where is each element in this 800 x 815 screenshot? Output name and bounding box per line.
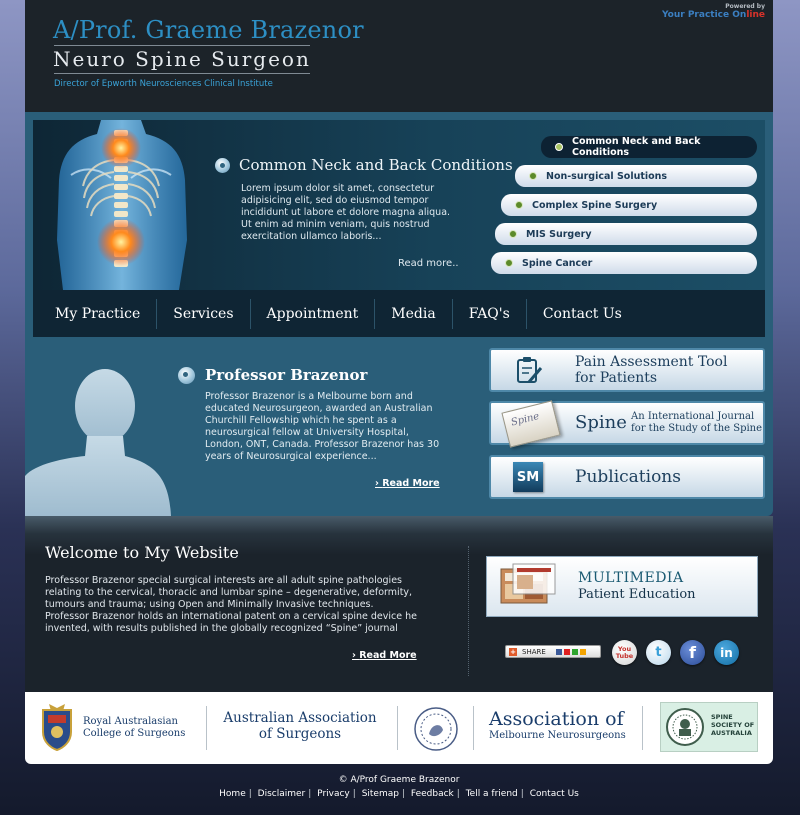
footer-links bbox=[25, 789, 773, 799]
publications-card[interactable] bbox=[489, 455, 765, 499]
hero-tab-label: Common Neck and Back Conditions bbox=[572, 136, 701, 158]
spine-journal-subtitle-line2: for the Study of the Spine bbox=[631, 423, 763, 434]
hero-tab-label: MIS Surgery bbox=[526, 228, 592, 240]
hero-heading bbox=[215, 156, 513, 174]
footer-link-privacy[interactable]: Privacy bbox=[317, 789, 350, 799]
professor-silhouette-image bbox=[25, 368, 171, 516]
title-rule bbox=[54, 45, 310, 46]
share-button[interactable] bbox=[505, 645, 601, 658]
professor-title[interactable]: Professor Brazenor bbox=[205, 366, 368, 384]
nav-faqs[interactable]: FAQ's bbox=[468, 305, 510, 322]
aas-line1: Australian Association bbox=[223, 710, 377, 726]
powered-by-logo[interactable] bbox=[662, 3, 765, 20]
bullet-icon bbox=[555, 143, 563, 151]
site-header bbox=[25, 0, 773, 112]
multimedia-subtitle: Patient Education bbox=[578, 587, 696, 602]
pain-assessment-line2: for Patients bbox=[575, 370, 658, 386]
aas-name[interactable] bbox=[221, 710, 379, 742]
pain-assessment-label bbox=[575, 354, 727, 386]
play-icon bbox=[178, 367, 195, 384]
bullet-icon bbox=[505, 259, 513, 267]
amn-seal-logo[interactable] bbox=[413, 706, 459, 752]
hero-tab-mis-surgery[interactable] bbox=[495, 223, 757, 245]
plus-icon: + bbox=[510, 647, 516, 656]
racs-line1: Royal Australasian bbox=[83, 716, 178, 727]
facebook-icon[interactable] bbox=[680, 640, 705, 665]
footer-link-contact-us[interactable]: Contact Us bbox=[529, 789, 579, 799]
multimedia-education-banner[interactable] bbox=[486, 556, 758, 617]
racs-line2: College of Surgeons bbox=[83, 728, 186, 739]
hero-description: Lorem ipsum dolor sit amet, consectetur adipisicing elit, sed do eiusmod tempor incididunt ut labore et dolore magna aliqua. Ut enim ad minim veniam, quis nostrud exercitation ullamco laboris... bbox=[241, 183, 451, 242]
professor-heading bbox=[178, 366, 367, 384]
hero-read-more-link[interactable]: Read more.. bbox=[398, 258, 459, 269]
hero-tab-non-surgical[interactable] bbox=[515, 165, 757, 187]
spine-society-logo[interactable] bbox=[660, 702, 758, 752]
hero-tab-spine-cancer[interactable] bbox=[491, 252, 757, 274]
pain-assessment-card[interactable] bbox=[489, 348, 765, 392]
spine-journal-cover-image bbox=[501, 400, 560, 448]
professor-read-more-link[interactable]: › Read More bbox=[375, 478, 440, 489]
footer-separator: | bbox=[401, 789, 406, 799]
read-more-label: Read More bbox=[359, 650, 417, 661]
footer-separator: | bbox=[308, 789, 312, 799]
subtitle-rule bbox=[54, 73, 310, 74]
hero-tab-label: Non-surgical Solutions bbox=[546, 170, 668, 182]
hero-tab-complex-surgery[interactable] bbox=[501, 194, 757, 216]
spine-cover-text: Spine bbox=[509, 410, 541, 429]
main-nav bbox=[33, 290, 765, 337]
twitter-icon[interactable] bbox=[646, 640, 671, 665]
associations-separator bbox=[397, 706, 398, 750]
spine-journal-subtitle bbox=[631, 411, 762, 435]
hero-tab-common-conditions[interactable] bbox=[541, 136, 757, 158]
nav-contact-us[interactable]: Contact Us bbox=[542, 305, 622, 322]
share-label: SHARE bbox=[522, 647, 546, 656]
associations-separator bbox=[206, 706, 207, 750]
nav-my-practice[interactable]: My Practice bbox=[55, 305, 141, 322]
multimedia-title: MULTIMEDIA bbox=[578, 570, 684, 586]
footer-separator: | bbox=[248, 789, 252, 799]
nav-services[interactable]: Services bbox=[173, 305, 234, 322]
ypo-accent-text: line bbox=[746, 10, 765, 20]
your-practice-online-logo bbox=[662, 10, 765, 20]
site-title[interactable]: A/Prof. Graeme Brazenor bbox=[53, 16, 364, 44]
facebook-icon-text: f bbox=[689, 643, 696, 662]
welcome-divider bbox=[468, 546, 469, 676]
share-service-icons bbox=[556, 649, 586, 655]
nav-appointment[interactable]: Appointment bbox=[266, 305, 359, 322]
linkedin-icon[interactable] bbox=[714, 640, 739, 665]
welcome-text: Professor Brazenor special surgical interests are all adult spine pathologies relating to the cervical, thoracic and lumbar spine – degenerative, deformity, tumours and trauma; using Open and Minimally Invasive techniques. Professor Brazenor holds an international patent on a cervical spine device he invented, with results published in the globally recognized “Spine” journal bbox=[45, 575, 417, 634]
share-service-icon bbox=[564, 649, 570, 655]
hero-banner bbox=[33, 120, 765, 290]
spine-society-name bbox=[711, 713, 754, 737]
publications-sm-icon bbox=[513, 462, 543, 492]
read-more-label: Read More bbox=[382, 478, 440, 489]
footer-separator: | bbox=[520, 789, 524, 799]
amn-line2: Melbourne Neurosurgeons bbox=[489, 730, 626, 741]
site-tagline: Director of Epworth Neurosciences Clinical Institute bbox=[54, 79, 273, 89]
hero-tab-label: Complex Spine Surgery bbox=[532, 199, 658, 211]
welcome-read-more-link[interactable]: › Read More bbox=[352, 650, 417, 661]
share-service-icon bbox=[572, 649, 578, 655]
footer-link-disclaimer[interactable]: Disclaimer bbox=[257, 789, 306, 799]
footer-separator: | bbox=[456, 789, 460, 799]
associations-separator bbox=[642, 706, 643, 750]
spine-journal-title: Spine bbox=[575, 412, 627, 433]
youtube-icon[interactable] bbox=[612, 640, 637, 665]
ssa-line3: AUSTRALIA bbox=[711, 729, 752, 737]
racs-crest-logo[interactable] bbox=[39, 702, 75, 752]
aas-line2: of Surgeons bbox=[258, 726, 342, 742]
page bbox=[25, 0, 773, 815]
amn-name[interactable] bbox=[489, 708, 626, 741]
footer-link-home[interactable]: Home bbox=[219, 789, 246, 799]
bullet-icon bbox=[529, 172, 537, 180]
ypo-text: Your Practice On bbox=[661, 10, 747, 20]
spine-journal-card[interactable] bbox=[489, 401, 765, 445]
racs-name[interactable] bbox=[83, 716, 185, 740]
ssa-line1: SPINE bbox=[711, 713, 733, 721]
pain-assessment-line1: Pain Assessment Tool bbox=[575, 354, 728, 370]
spine-illustration bbox=[51, 120, 191, 290]
welcome-section bbox=[25, 516, 773, 692]
youtube-icon-text: You Tube bbox=[615, 644, 634, 660]
footer-separator: | bbox=[352, 789, 356, 799]
spine-society-emblem bbox=[665, 707, 705, 747]
footer-link-feedback[interactable]: Feedback bbox=[410, 789, 454, 799]
hero-tab-list bbox=[491, 134, 763, 276]
copyright: © A/Prof Graeme Brazenor bbox=[338, 775, 460, 785]
publications-icon-text: SM bbox=[516, 469, 540, 485]
share-service-icon bbox=[580, 649, 586, 655]
welcome-title: Welcome to My Website bbox=[45, 543, 239, 562]
site-subtitle: Neuro Spine Surgeon bbox=[53, 47, 311, 71]
professor-bio: Professor Brazenor is a Melbourne born and educated Neurosurgeon, awarded an Australian Churchill Fellowship which he spent as a neurosurgical fellow at University Hospital, London, ONT, Canada. Professor Brazenor has 30 years of Neurosurgical experience... bbox=[205, 391, 440, 462]
ssa-line2: SOCIETY OF bbox=[711, 721, 755, 729]
associations-bar bbox=[25, 692, 773, 764]
bullet-icon bbox=[215, 158, 230, 173]
linkedin-icon-text: in bbox=[720, 645, 733, 660]
nav-media[interactable]: Media bbox=[391, 305, 436, 322]
clipboard-pen-icon bbox=[515, 356, 543, 386]
publications-label: Publications bbox=[575, 467, 681, 487]
spine-journal-subtitle-line1: An International Journal bbox=[631, 411, 755, 422]
multimedia-screens-image bbox=[499, 563, 557, 609]
bullet-icon bbox=[509, 230, 517, 238]
footer-link-tell-a-friend[interactable]: Tell a friend bbox=[465, 789, 518, 799]
twitter-icon-text: t bbox=[655, 645, 662, 660]
bullet-icon bbox=[515, 201, 523, 209]
footer-link-sitemap[interactable]: Sitemap bbox=[361, 789, 399, 799]
hero-title[interactable]: Common Neck and Back Conditions bbox=[239, 156, 513, 174]
hero-tab-label: Spine Cancer bbox=[522, 257, 593, 269]
associations-separator bbox=[473, 706, 474, 750]
amn-line1: Association of bbox=[489, 708, 624, 730]
share-service-icon bbox=[556, 649, 562, 655]
powered-by-label: Powered by bbox=[725, 3, 765, 10]
